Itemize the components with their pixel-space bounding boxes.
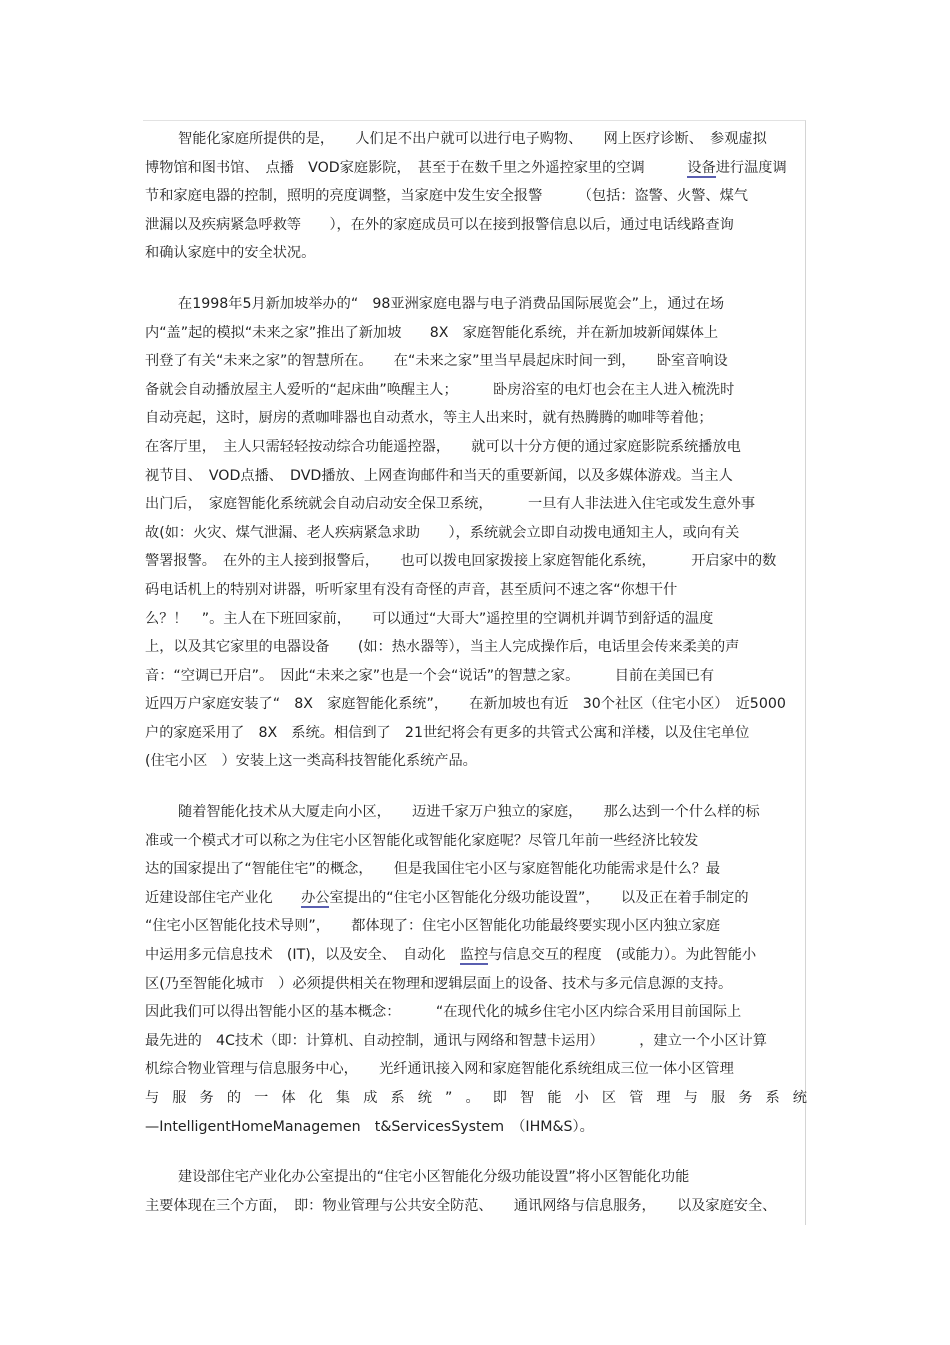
paragraph-2 [145,290,807,776]
text-line: 准或一个模式才可以称之为住宅小区智能化或智能化家庭呢？尽管几年前一些经济比较发 [145,832,699,849]
paragraph-1 [145,125,807,268]
text-segment: 中运用多元信息技术 (IT)，以及安全、 自动化 [145,947,460,964]
paragraph-3 [145,798,807,1141]
text-line: 建设部住宅产业化办公室提出的“住宅小区智能化分级功能设置”将小区智能化功能 [178,1169,690,1186]
text-line: 与服务的一体化集成系统”。即智能小区管理与服务系统 [145,1090,807,1106]
text-line [145,941,807,970]
hyperlink-shebei[interactable]: 设备 [687,159,716,176]
text-line: 在1998年5月新加坡举办的“ 98亚洲家庭电器与电子消费品国际展览会”上，通过在场 [178,295,725,312]
paragraph-gap [145,1141,807,1163]
text-line: 故(如：火灾、煤气泄漏、老人疾病紧急求助 ），系统就会立即自动拨电通知主人，或向有关 [145,524,740,541]
text-line: 随着智能化技术从大厦走向小区， 迈进千家万户独立的家庭， 那么达到一个什么样的标 [178,804,760,821]
text-line: 因此我们可以得出智能小区的基本概念： “在现代化的城乡住宅小区内综合采用目前国际上 [145,1004,742,1021]
text-line [145,884,807,913]
text-line: 自动亮起，这时，厨房的煮咖啡器也自动煮水，等主人出来时，就有热腾腾的咖啡等着他； [145,410,713,427]
text-line: —IntelligentHomeManagemen t&ServicesSystem （IHM&S）。 [145,1118,594,1135]
text-line: 在客厅里， 主人只需轻轻按动综合功能遥控器， 就可以十分方便的通过家庭影院系统播放电 [145,438,741,455]
text-line: 达的国家提出了“智能住宅”的概念， 但是我国住宅小区与家庭智能化功能需求是什么？最 [145,861,721,878]
text-line: 节和家庭电器的控制，照明的亮度调整，当家庭中发生安全报警 （包括：盗警、火警、煤气 [145,188,748,205]
hyperlink-jiankong[interactable]: 监控 [459,947,489,964]
paragraph-gap [145,268,807,290]
text-segment: 近建设部住宅产业化 [145,889,302,906]
text-line: 最先进的 4C技术（即：计算机、自动控制，通讯与网络和智慧卡运用） ，建立一个小区计算 [145,1032,767,1049]
text-line: 刊登了有关“未来之家”的智慧所在。 在“未来之家”里当早晨起床时间一到， 卧室音响设 [145,353,728,370]
text-line: 码电话机上的特别对讲器，听听家里有没有奇怪的声音，甚至质问不速之客“你想干什 [145,581,678,598]
text-line: 内“盖”起的模拟“未来之家”推出了新加坡 8X 家庭智能化系统，并在新加坡新闻媒体上 [145,324,719,341]
text-segment: 室提出的“住宅小区智能化分级功能设置”， 以及正在着手制定的 [329,889,749,906]
text-line: (住宅小区 ）安装上这一类高科技智能化系统产品。 [145,753,477,770]
text-line: 智能化家庭所提供的是， 人们足不出户就可以进行电子购物、 网上医疗诊断、 参观虚拟 [178,131,767,147]
paragraph-gap [145,776,807,798]
text-line: 主要体现在三个方面， 即：物业管理与公共安全防范、 通讯网络与信息服务， 以及家庭安全、 [145,1197,777,1214]
text-line: 泄漏以及疾病紧急呼救等 ），在外的家庭成员可以在接到报警信息以后，通过电话线路查询 [145,216,734,233]
text-segment: 博物馆和图书馆、 点播 VOD家庭影院， 甚至于在数千里之外遥控家里的空调 [145,159,688,176]
text-line: 和确认家庭中的安全状况。 [145,245,316,262]
hyperlink-bangong[interactable]: 办公 [301,889,330,906]
document-body [145,125,807,1220]
text-segment: 进行温度调 [715,159,787,176]
text-line: 么？！ ”。主人在下班回家前， 可以通过“大哥大”遥控里的空调机并调节到舒适的温度 [145,610,714,627]
paragraph-4 [145,1163,807,1220]
text-line: 机综合物业管理与信息服务中心， 光纤通讯接入网和家庭智能化系统组成三位一体小区管理 [145,1061,734,1078]
text-line: 户的家庭采用了 8X 系统。相信到了 21世纪将会有更多的共管式公寓和洋楼，以及住宅单位 [145,724,750,741]
text-line: 警署报警。 在外的主人接到报警后， 也可以拨电回家拨接上家庭智能化系统， 开启家中的数 [145,553,777,570]
text-line: 区(乃至智能化城市 ）必须提供相关在物理和逻辑层面上的设备、技术与多元信息源的支持。 [145,975,733,992]
text-line: 视节目、 VOD点播、 DVD播放、上网查询邮件和当天的重要新闻，以及多媒体游戏。当主人 [145,467,733,484]
text-line: 上，以及其它家里的电器设备 (如：热水器等），当主人完成操作后，电话里会传来柔美的声 [145,639,740,656]
text-segment: 与信息交互的程度 (或能力）。为此智能小 [488,947,757,964]
text-line: 出门后， 家庭智能化系统就会自动启动安全保卫系统， 一旦有人非法进入住宅或发生意外事 [145,496,756,513]
text-line: 近四万户家庭安装了“ 8X 家庭智能化系统”， 在新加坡也有近 30个社区（住宅小区） 近5000 [145,696,786,713]
text-line: 备就会自动播放屋主人爱听的“起床曲”唤醒主人； 卧房浴室的电灯也会在主人进入梳洗时 [145,381,735,398]
text-line: “住宅小区智能化技术导则”， 都体现了：住宅小区智能化功能最终要实现小区内独立家庭 [145,918,721,935]
text-line: 音：“空调已开启”。 因此“未来之家”也是一个会“说话”的智慧之家。 目前在美国已有 [145,667,715,684]
text-line [145,154,807,183]
